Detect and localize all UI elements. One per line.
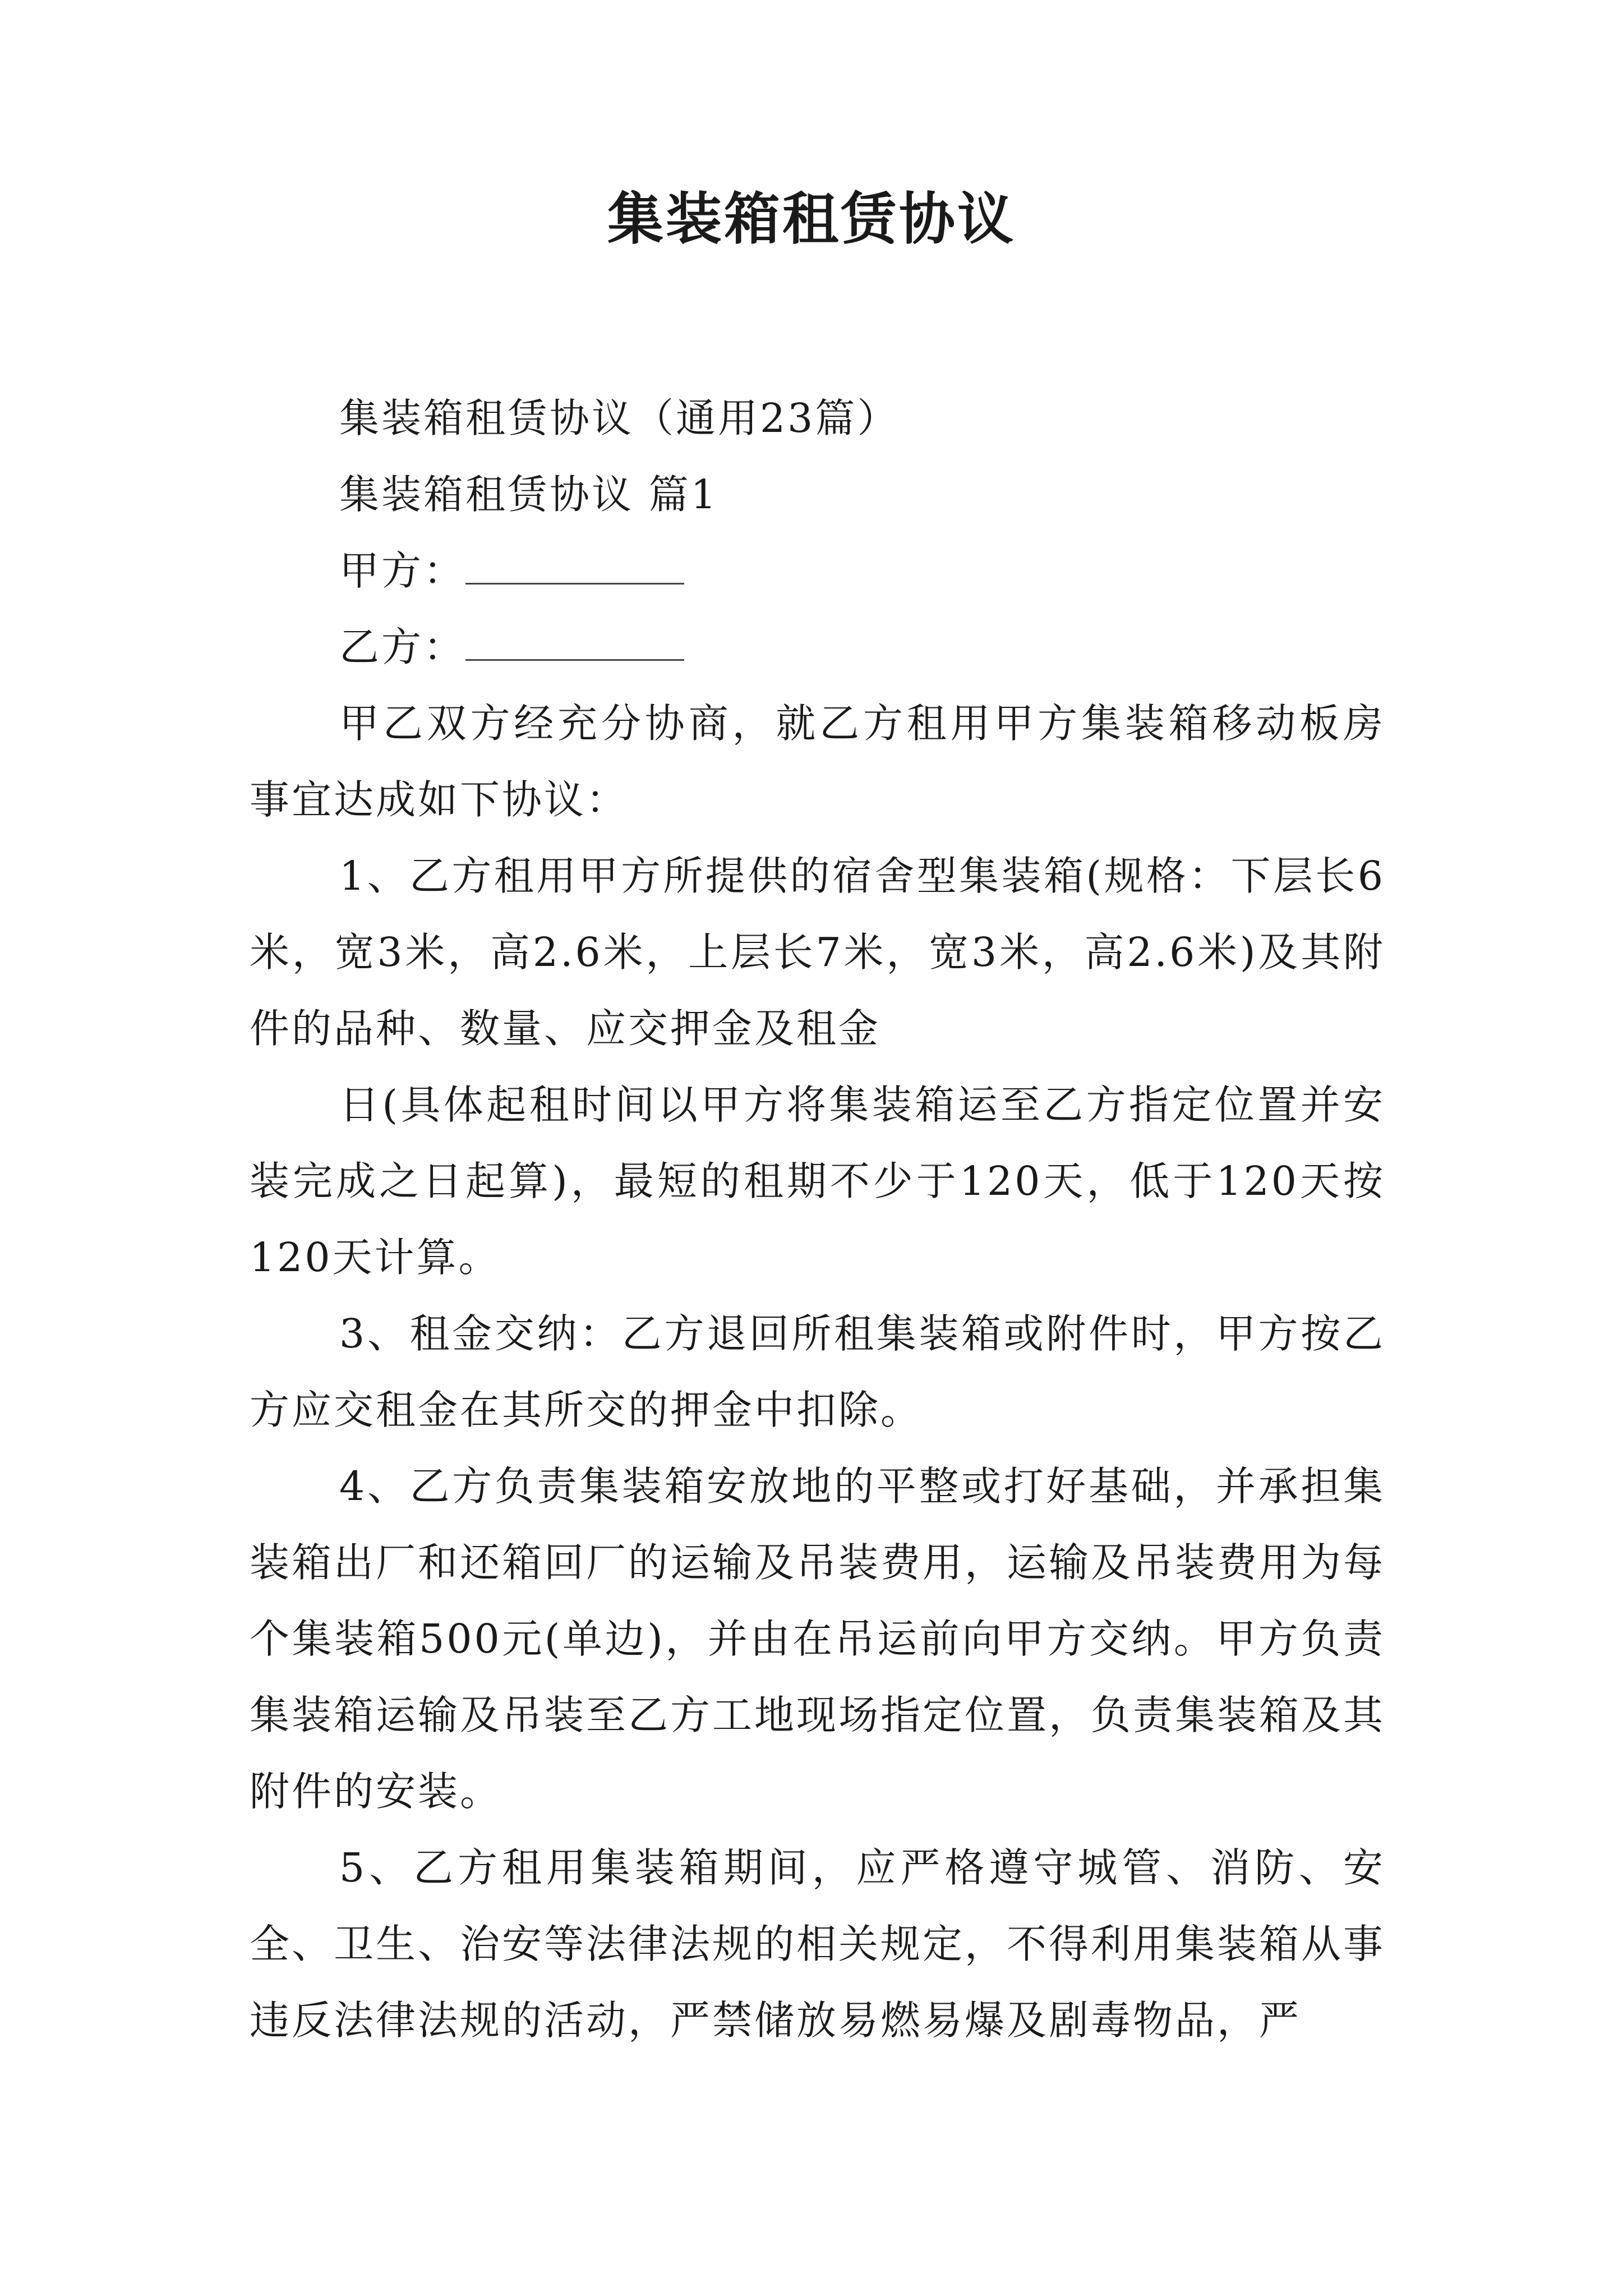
section-heading: 集装箱租赁协议 篇1 — [339, 471, 718, 518]
document-body — [250, 380, 1385, 2059]
paragraph-clause-1: 1、乙方租用甲方所提供的宿舍型集装箱(规格：下层长6米，宽3米，高2.6米，上层长7米，宽3米，高2.6米)及其附件的品种、数量、应交押金及租金 — [250, 853, 1385, 1052]
paragraph-clause-5: 5、乙方租用集装箱期间，应严格遵守城管、消防、安全、卫生、治安等法律法规的相关规定，不得利用集装箱从事违反法律法规的活动，严禁储放易燃易爆及剧毒物品，严 — [250, 1844, 1386, 2044]
paragraph-clause-2-fragment: 日(具体起租时间以甲方将集装箱运至乙方指定位置并安装完成之日起算)，最短的租期不少于120天，低于120天按120天计算。 — [250, 1082, 1385, 1281]
party-b-line — [250, 609, 1385, 685]
paragraph-intro: 甲乙双方经充分协商，就乙方租用甲方集装箱移动板房事宜达成如下协议： — [250, 700, 1385, 823]
paragraph-clause-4: 4、乙方负责集装箱安放地的平整或打好基础，并承担集装箱出厂和还箱回厂的运输及吊装费用，运输及吊装费用为每个集装箱500元(单边)，并由在吊运前向甲方交纳。甲方负责集装箱运输及吊装至乙方工地现场指定位置，负责集装箱及其附件的安装。 — [250, 1463, 1386, 1815]
party-b-blank — [465, 625, 684, 661]
party-a-line — [250, 533, 1385, 609]
party-b-label: 乙方： — [339, 624, 466, 670]
document-title: 集装箱租赁协议 — [607, 186, 1016, 252]
document-subtitle: 集装箱租赁协议（通用23篇） — [339, 395, 900, 441]
party-a-label: 甲方： — [339, 547, 466, 594]
party-a-blank — [465, 549, 684, 585]
paragraph-clause-3: 3、租金交纳：乙方退回所租集装箱或附件时，甲方按乙方应交租金在其所交的押金中扣除。 — [250, 1310, 1385, 1433]
